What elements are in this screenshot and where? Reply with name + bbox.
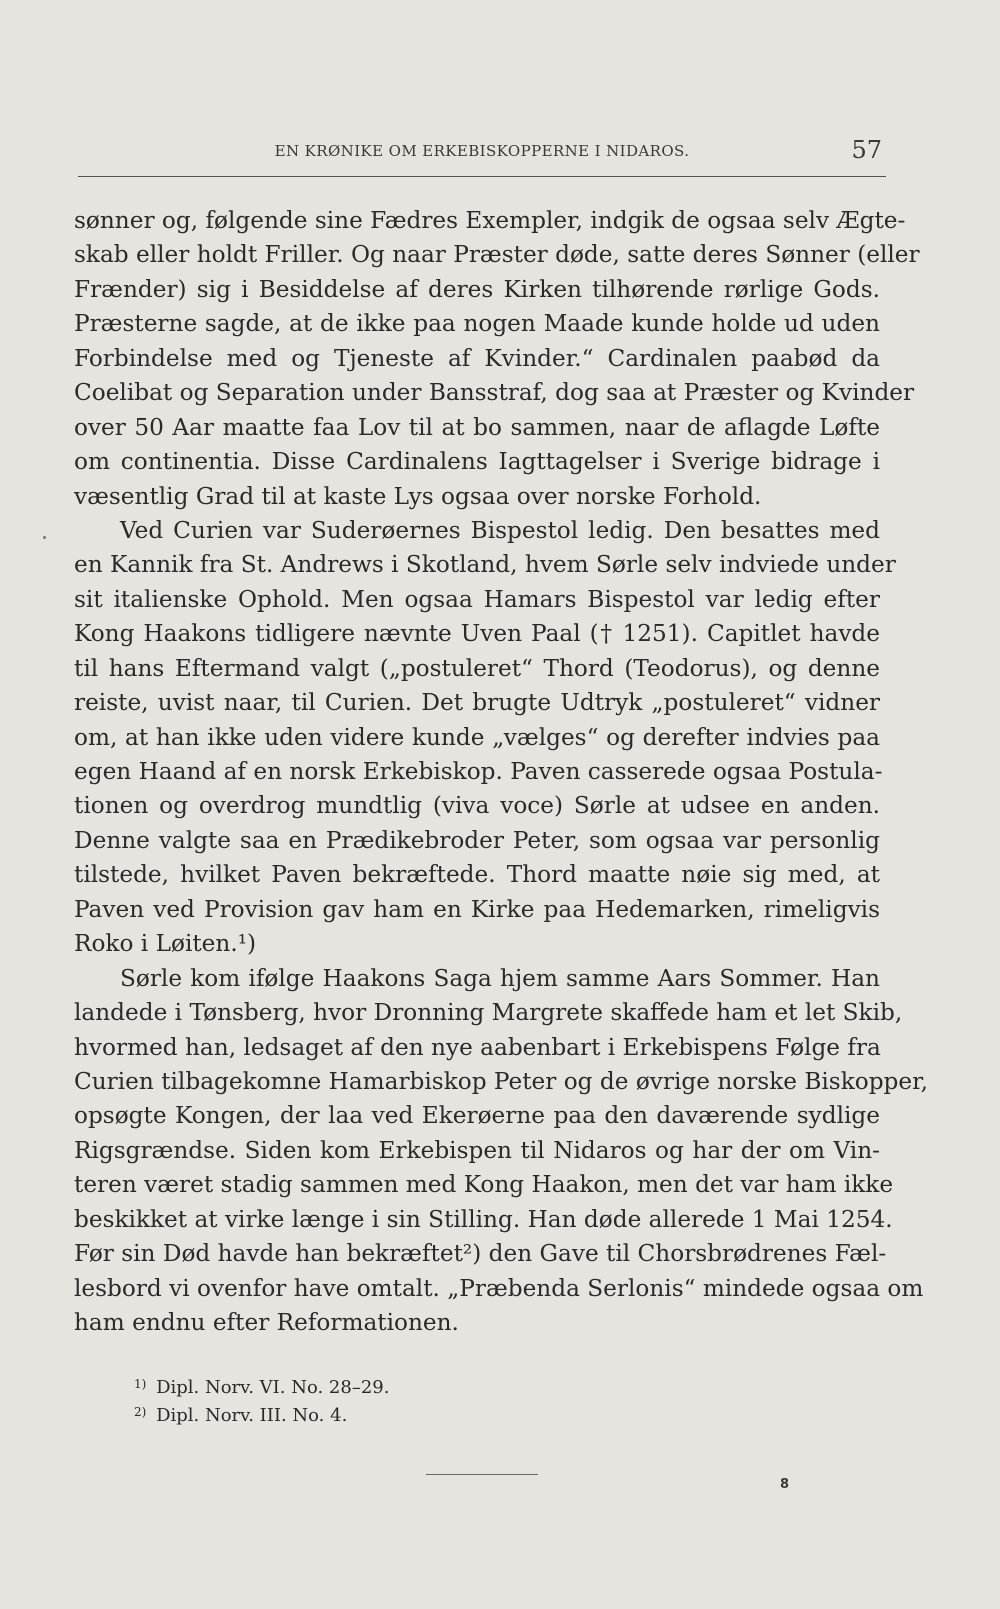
- text-line: teren været stadig sammen med Kong Haakon, men det var ham ikke: [74, 1171, 894, 1199]
- text-line: skab eller holdt Friller. Og naar Præster døde, satte deres Sønner (eller: [74, 241, 920, 269]
- text-line: Paven ved Provision gav ham en Kirke paa Hedemarken, rimeligvis: [74, 895, 880, 923]
- footnote-mark: 1): [134, 1377, 147, 1391]
- text-line: tilstede, hvilket Paven bekræftede. Thord maatte nøie sig med, at: [74, 861, 880, 889]
- text-line: opsøgte Kongen, der laa ved Ekerøerne paa den daværende sydlige: [74, 1102, 880, 1130]
- footnote-text: Dipl. Norv. VI. No. 28–29.: [156, 1377, 390, 1398]
- footnotes: [134, 1372, 634, 1428]
- text-line: Rigsgrændse. Siden kom Erkebispen til Nidaros og har der om Vin-: [74, 1136, 880, 1164]
- text-line: om continentia. Disse Cardinalens Iagttagelser i Sverige bidrage i: [74, 448, 880, 476]
- text-line: sønner og, følgende sine Fædres Exempler, indgik de ogsaa selv Ægte-: [74, 207, 906, 234]
- text-line: Sørle kom ifølge Haakons Saga hjem samme Aars Sommer. Han: [120, 964, 880, 992]
- text-line: lesbord vi ovenfor have omtalt. „Præbenda Serlonis“ mindede ogsaa om: [74, 1274, 924, 1302]
- text-line: væsentlig Grad til at kaste Lys ogsaa over norske Forhold.: [74, 482, 762, 510]
- footnote-mark: 2): [134, 1405, 147, 1419]
- text-line: til hans Eftermand valgt („postuleret“ Thord (Teodorus), og denne: [74, 654, 880, 682]
- paper-speck: [43, 536, 46, 539]
- text-line: Frænder) sig i Besiddelse af deres Kirken tilhørende rørlige Gods.: [74, 275, 880, 303]
- text-line: Roko i Løiten.¹): [74, 930, 257, 958]
- text-line: om, at han ikke uden videre kunde „vælges“ og derefter indvies paa: [74, 723, 880, 751]
- text-line: reiste, uvist naar, til Curien. Det brugte Udtryk „postuleret“ vidner: [74, 689, 880, 717]
- text-line: Coelibat og Separation under Bansstraf, dog saa at Præster og Kvinder: [74, 379, 915, 407]
- running-head: [78, 136, 886, 177]
- text-line: Kong Haakons tidligere nævnte Uven Paal († 1251). Capitlet havde: [74, 620, 880, 648]
- text-line: Denne valgte saa en Prædikebroder Peter, som ogsaa var personlig: [74, 826, 880, 854]
- footnote: [134, 1400, 634, 1428]
- signature-mark: 8: [780, 1477, 790, 1492]
- text-line: landede i Tønsberg, hvor Dronning Margrete skaffede ham et let Skib,: [74, 999, 903, 1027]
- text-line: beskikket at virke længe i sin Stilling. Han døde allerede 1 Mai 1254.: [74, 1205, 893, 1233]
- footnote: [134, 1372, 634, 1400]
- text-line: hvormed han, ledsaget af den nye aabenbart i Erkebispens Følge fra: [74, 1033, 881, 1061]
- text-line: en Kannik fra St. Andrews i Skotland, hvem Sørle selv indviede under: [74, 551, 896, 579]
- text-line: Præsterne sagde, at de ikke paa nogen Maade kunde holde ud uden: [74, 310, 880, 338]
- text-line: ham endnu efter Reformationen.: [74, 1309, 459, 1336]
- page-number: 57: [851, 136, 882, 164]
- footnote-text: Dipl. Norv. III. No. 4.: [156, 1405, 348, 1426]
- text-line: Forbindelse med og Tjeneste af Kvinder.“ Cardinalen paabød da: [74, 344, 880, 372]
- body-text: [74, 204, 929, 1340]
- text-line: egen Haand af en norsk Erkebiskop. Paven casserede ogsaa Postula-: [74, 758, 883, 785]
- text-line: Før sin Død havde han bekræftet²) den Gave til Chorsbrødrenes Fæl-: [74, 1240, 887, 1268]
- text-line: over 50 Aar maatte faa Lov til at bo sammen, naar de aflagde Løfte: [74, 413, 880, 441]
- text-line: tionen og overdrog mundtlig (viva voce) Sørle at udsee en anden.: [74, 792, 880, 820]
- bottom-rule: [426, 1474, 538, 1475]
- text-line: Ved Curien var Suderøernes Bispestol ledig. Den besattes med: [120, 516, 880, 544]
- text-line: Curien tilbagekomne Hamarbiskop Peter og de øvrige norske Biskopper,: [74, 1067, 929, 1095]
- running-title: EN KRØNIKE OM ERKEBISKOPPERNE I NIDAROS.: [274, 142, 690, 160]
- text-line: sit italienske Ophold. Men ogsaa Hamars Bispestol var ledig efter: [74, 585, 880, 613]
